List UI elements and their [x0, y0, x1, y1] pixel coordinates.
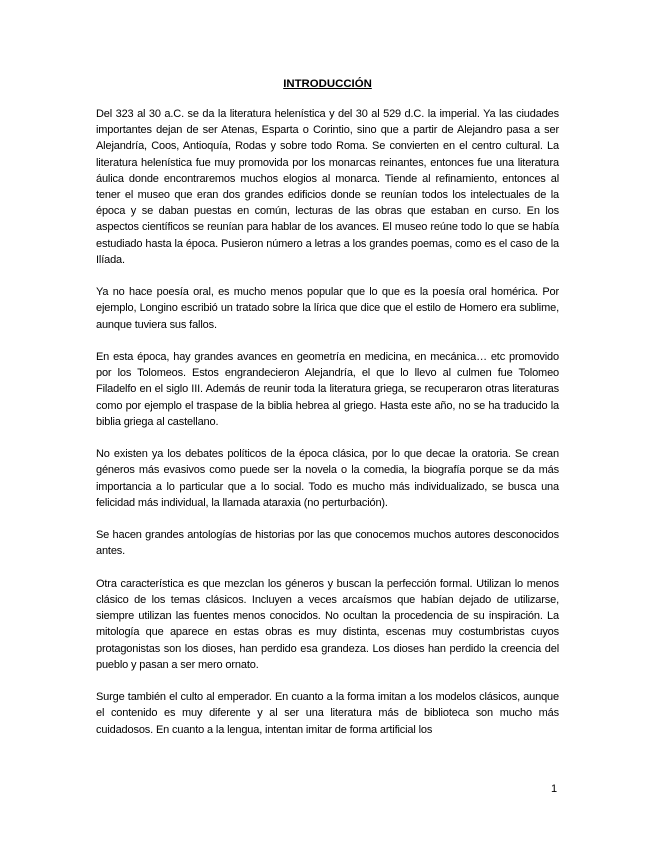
paragraph: Se hacen grandes antologías de historias por las que conocemos muchos autores desconocidos antes. [96, 529, 559, 558]
document-body [96, 106, 559, 754]
paragraph: Del 323 al 30 a.C. se da la literatura helenística y del 30 al 529 d.C. la imperial. Ya las ciudades importantes dejan de ser Atenas, Esparta o Corintio, sino que a partir de Alejandro pasa a ser Alejandría, Coos, Antioquía, Rodas y sobre todo Roma. Se convierten en el centro cultural. La literatura helenística fue muy promovida por los monarcas reinantes, entonces fue una literatura áulica donde encontraremos muchos elogios al monarca. Tiende al refinamiento, entonces al tener el museo que eran dos grandes edificios donde se reunían todos los intelectuales de la época y se daban puestas en común, lecturas de las obras que estaban en curso. En los aspectos científicos se reunían para hablar de los avances. El museo reúne todo lo que se había estudiado hasta la época. Pusieron número a letras a los grandes poemas, como es el caso de la Ilíada. [96, 108, 559, 266]
paragraph: Otra característica es que mezclan los géneros y buscan la perfección formal. Utilizan lo menos clásico de los temas clásicos. Incluyen a veces arcaísmos que habían dejado de utilizarse, siempre utilizan las fuentes menos conocidos. No ocultan la procedencia de su inspiración. La mitología que aparece en estas obras es muy distinta, escenas muy costumbristas cuyos protagonistas son los dioses, han perdido esa grandeza. Los dioses han perdido la creencia del pueblo y pasan a ser mero ornato. [96, 577, 559, 671]
page-title: INTRODUCCIÓN [283, 78, 372, 90]
paragraph: No existen ya los debates políticos de la época clásica, por lo que decae la oratoria. Se crean géneros más evasivos como puede ser la novela o la comedia, la biografía porque se da más importancia a lo particular que a lo social. Todo es mucho más individualizado, se busca una felicidad más individual, la llamada ataraxia (no perturbación). [96, 448, 559, 509]
paragraph: Surge también el culto al emperador. En cuanto a la forma imitan a los modelos clásicos, aunque el contenido es muy diferente y al ser una literatura más de biblioteca son mucho más cuidadosos. En cuanto a la lengua, intentan imitar de forma artificial los [96, 691, 559, 736]
paragraph: Ya no hace poesía oral, es mucho menos popular que lo que es la poesía oral homérica. Por ejemplo, Longino escribió un tratado sobre la lírica que dice que el estilo de Homero era sublime, aunque tuviera sus fallos. [96, 286, 559, 331]
paragraph: En esta época, hay grandes avances en geometría en medicina, en mecánica… etc promovido por los Tolomeos. Estos engrandecieron Alejandría, el que lo llevo al culmen fue Tolomeo Filadelfo en el siglo III. Además de reunir toda la literatura griega, se recuperaron otras literaturas como por ejemplo el traspase de la biblia hebrea al griego. Hasta este año, no se ha traducido la biblia griega al castellano. [96, 351, 559, 428]
page-number: 1 [551, 783, 558, 795]
